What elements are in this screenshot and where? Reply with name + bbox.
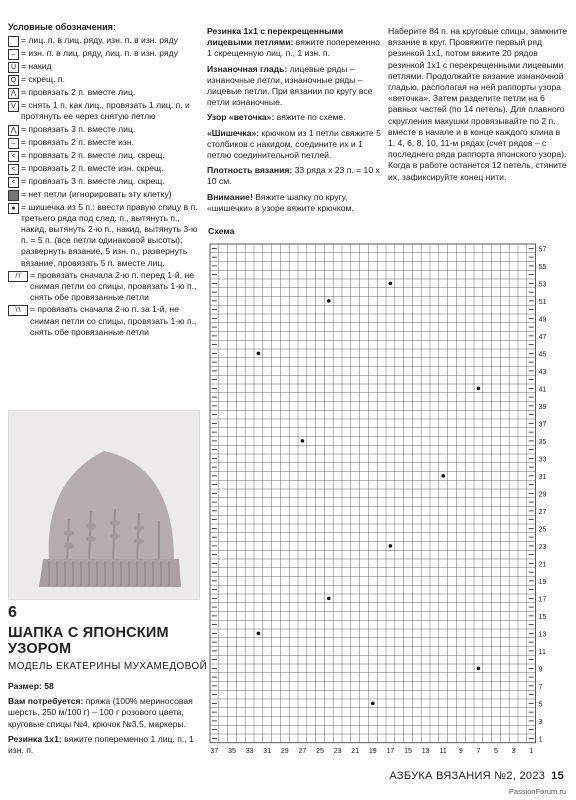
chart-row-label: 19	[538, 578, 547, 586]
legend-symbol-icon: Q	[8, 75, 19, 86]
chart-row-label: 5	[538, 701, 543, 709]
chart-col-label: 29	[280, 747, 289, 755]
legend-text: = изн. п. в лиц. ряду, лиц. п. в изн. ряду	[21, 48, 178, 59]
chart-row-label: 57	[538, 246, 547, 254]
article-intro	[8, 681, 200, 760]
instructions	[388, 26, 568, 187]
article-title: ШАПКА С ЯПОНСКИМ УЗОРОМ	[8, 625, 169, 657]
bobble-mark	[389, 282, 393, 286]
magazine-name: АЗБУКА ВЯЗАНИЯ №2, 2023	[389, 770, 546, 782]
bobble-mark	[477, 667, 481, 671]
legend-symbol-icon: ●	[8, 203, 19, 214]
chart-col-label: 9	[458, 747, 463, 755]
chart-col-label: 25	[316, 747, 324, 755]
schema-title: Схема	[208, 226, 235, 236]
legend-item	[8, 124, 200, 136]
note-label: Внимание!	[207, 191, 253, 202]
legend-item	[8, 189, 200, 201]
legend-symbol-icon: ⋀	[8, 88, 19, 99]
instructions-text: Наберите 84 п. на круговые спицы, замкните вязание в круг. Провяжите первый ряд резинкой 1х1, потом вяжите 20 рядов резинкой 1х1 с перекрещенными лицевыми петлями. Продолжайте вязание изнаночной гладью, располагая на ней раппорты узора «веточка». Затем разделите петли на 6 равных частей (по 14 петель). Для плавного скругления макушки провязывайте по 2 п. вместе в начале и в конце каждого клина в 1, 4, 6, 8, 10, 11-м рядах (счет рядов – с последнего ряда раппорта японского узора). Когда в работе останется 12 петель, стяните их, зафиксируйте конец нити.	[388, 26, 568, 182]
legend-item	[8, 87, 200, 99]
gauge-text: 33 ряда х 23 п. = 10 х 10 см.	[207, 165, 380, 187]
legend-text: = шишечка из 5 п.: ввести правую спицу в п. третьего ряда под след. п., вытянуть п., накид, вытянуть 2-ю п., накид, вытянуть 3-ю п. = 5 п. (все петли одинаковой высоты); развернуть вязание, 5 изн. п., развернуть вязание, провязать 5 п. вместе лиц.	[21, 201, 198, 268]
chart-row-label: 35	[538, 438, 547, 446]
chart-col-label: 31	[263, 747, 272, 755]
bobble-mark	[257, 632, 261, 636]
chart-row-label: 41	[538, 386, 547, 394]
gauge-label: Плотность вязания:	[207, 165, 293, 176]
legend-symbol-icon: V	[8, 101, 19, 112]
pattern-notes	[207, 26, 383, 218]
legend-item	[8, 202, 200, 269]
legend-title: Условные обозначения:	[8, 22, 116, 32]
chart-col-label: 23	[333, 747, 342, 755]
rib-label: Резинка 1х1:	[8, 733, 62, 744]
legend-item	[8, 163, 200, 175]
hat-photo	[8, 410, 200, 600]
article-number: 6	[8, 604, 17, 621]
hat-illustration	[9, 411, 199, 599]
chart-col-label: 5	[494, 747, 498, 755]
chart-row-label: 3	[538, 718, 543, 726]
legend-item	[8, 270, 200, 304]
legend-symbol-icon: U	[8, 62, 19, 73]
chart-row-label: 53	[538, 281, 547, 289]
legend-text: = провязать 3 п. вместе лиц.	[21, 123, 136, 134]
bobble-mark	[327, 299, 331, 303]
chart-row-label: 15	[538, 613, 547, 621]
chart-row-label: 33	[538, 456, 547, 464]
chart-row-label: 17	[538, 596, 547, 604]
article-author: МОДЕЛЬ ЕКАТЕРИНЫ МУХАМЕДОВОЙ	[8, 661, 208, 672]
chart-row-label: 25	[538, 526, 547, 534]
chart-row-label: 31	[538, 473, 547, 481]
materials-line	[8, 696, 200, 730]
legend-text: = провязать 3 п. вместе лиц. скрещ.	[21, 175, 165, 186]
legend-symbol-icon: <	[8, 151, 19, 162]
legend-item	[8, 48, 200, 60]
legend-symbol-icon: \'\	[8, 305, 28, 316]
chart-col-label: 15	[404, 747, 412, 755]
chart-row-label: 51	[538, 298, 547, 306]
chart-col-label: 7	[476, 747, 481, 755]
materials-label: Вам потребуется:	[8, 696, 84, 707]
chart-row-label: 1	[538, 736, 543, 744]
legend-symbol-icon	[8, 36, 19, 47]
chart-row-label: 23	[538, 543, 547, 551]
chart-col-label: 13	[421, 747, 430, 755]
size-label: Размер:	[8, 681, 42, 691]
legend-symbol-icon: –	[8, 138, 19, 149]
chart-row-label: 9	[538, 666, 543, 674]
legend-item	[8, 74, 200, 86]
chart-row-label: 43	[538, 368, 547, 376]
chart-row-label: 11	[538, 648, 546, 656]
legend-text: = провязать 2 п. вместе лиц. скрещ.	[21, 149, 165, 160]
chart-col-label: 3	[511, 747, 516, 755]
legend-text: = снять 1 п. как лиц., провязать 1 лиц. п. и протянуть ее через снятую петлю	[21, 100, 190, 122]
chart-col-label: 33	[245, 747, 254, 755]
bobble-mark	[371, 702, 375, 706]
chart-col-label: 27	[298, 747, 307, 755]
chart-row-label: 45	[538, 351, 547, 359]
chart-col-label: 37	[210, 747, 219, 755]
chart-col-label: 17	[386, 747, 395, 755]
twig-line	[207, 112, 383, 123]
chart-row-label: 27	[538, 508, 547, 516]
stockinette-text: лицевые ряды – изнаночные петли, изнаночные ряды – лицевые петли. При вязании по кругу все петли изнаночные.	[207, 63, 373, 108]
legend-text: = провязать 2 п. вместе изн. скрещ.	[21, 162, 164, 173]
bobble-mark	[257, 352, 261, 356]
legend-text: = провязать сначала 2-ю п. за 1-й, не снимая петли со спицы, провязать 1-ю п., снять обе провязанные петли	[30, 304, 197, 337]
page-number: 15	[551, 770, 564, 782]
note-line	[207, 192, 383, 214]
legend-symbol-icon: ⋀	[8, 125, 19, 136]
legend-symbol-icon	[8, 190, 19, 201]
gauge-line	[207, 165, 383, 187]
chart-col-label: 19	[368, 747, 377, 755]
size-line	[8, 681, 200, 692]
bobble-mark	[301, 439, 305, 443]
rib-text: вяжите попеременно 1 лиц. п., 1 изн. п.	[8, 733, 194, 756]
legend-text: = провязать сначала 2-ю п. перед 1-й, не снимая петли со спицы, провязать 1-ю п., снять обе провязанные петли	[30, 269, 197, 303]
chart-frame	[210, 244, 536, 743]
note-text: Вяжите шапку по кругу, «шишечки» в узоре вяжите крючком.	[207, 191, 354, 213]
rib-crossed-label: Резинка 1х1 с перекрещенными лицевыми петлями:	[207, 26, 344, 48]
legend-item	[8, 176, 200, 188]
chart-row-label: 55	[538, 263, 547, 271]
legend-item	[8, 61, 200, 73]
chart-col-label: 21	[351, 747, 360, 755]
chart-row-label: 47	[538, 333, 547, 341]
legend-symbol-icon: /'/	[8, 271, 28, 282]
legend-symbol-icon: <	[8, 164, 19, 175]
page-footer	[389, 770, 564, 782]
bobble-text: крючком из 1 петли свяжите 5 столбиков с накидом, соедините их и 1 петлю соединительной петлей.	[207, 127, 381, 161]
legend-text: = накид	[21, 61, 52, 72]
stockinette-label: Изнаночная гладь:	[207, 63, 288, 74]
bobble-mark	[389, 544, 393, 548]
chart-col-label: 11	[439, 747, 447, 755]
legend-item	[8, 100, 200, 122]
twig-text: вяжите по схеме.	[276, 112, 346, 123]
legend-list	[8, 35, 200, 338]
watermark: PassionForum.ru	[508, 787, 566, 796]
bobble-line	[207, 128, 383, 162]
legend-text: = провязать 2 п. вместе лиц.	[21, 87, 136, 98]
rib-crossed-text: вяжите попеременно 1 скрещенную лиц. п., 1 изн. п.	[207, 37, 380, 59]
bobble-label: «Шишечка»:	[207, 127, 260, 138]
legend-text: = лиц. п. в лиц. ряду, изн. п. в изн. ряду	[21, 35, 178, 46]
knitting-chart	[208, 242, 558, 762]
chart-row-label: 21	[538, 561, 547, 569]
bobble-mark	[327, 597, 331, 601]
size-value: 58	[44, 681, 54, 691]
chart-col-label: 1	[529, 747, 534, 755]
legend-text: = скрещ. п.	[21, 74, 65, 85]
chart-row-label: 49	[538, 316, 547, 324]
legend-item	[8, 35, 200, 47]
chart-row-label: 29	[538, 491, 547, 499]
legend-item	[8, 137, 200, 149]
stockinette-line	[207, 64, 383, 109]
legend	[8, 22, 200, 339]
chart-row-label: 39	[538, 403, 547, 411]
legend-symbol-icon: –	[8, 49, 19, 60]
chart-row-label: 37	[538, 421, 547, 429]
twig-label: Узор «веточка»:	[207, 112, 275, 123]
legend-symbol-icon: <	[8, 177, 19, 188]
rib-crossed-line	[207, 26, 383, 60]
legend-item	[8, 304, 200, 338]
chart-row-label: 7	[538, 683, 543, 691]
bobble-mark	[441, 474, 445, 478]
chart-row-label: 13	[538, 631, 547, 639]
legend-text: = нет петли (игнорировать эту клетку)	[21, 188, 172, 199]
bobble-mark	[477, 387, 481, 391]
materials-text: пряжа (100% мериносовая шерсть, 250 м/100 г) – 100 г розового цвета, круговые спицы №4, крючок №3,5, маркеры.	[8, 696, 193, 729]
chart-col-label: 35	[228, 747, 236, 755]
legend-text: = провязать 2 п. вместе изн.	[21, 136, 135, 147]
legend-item	[8, 150, 200, 162]
rib-line	[8, 734, 200, 756]
